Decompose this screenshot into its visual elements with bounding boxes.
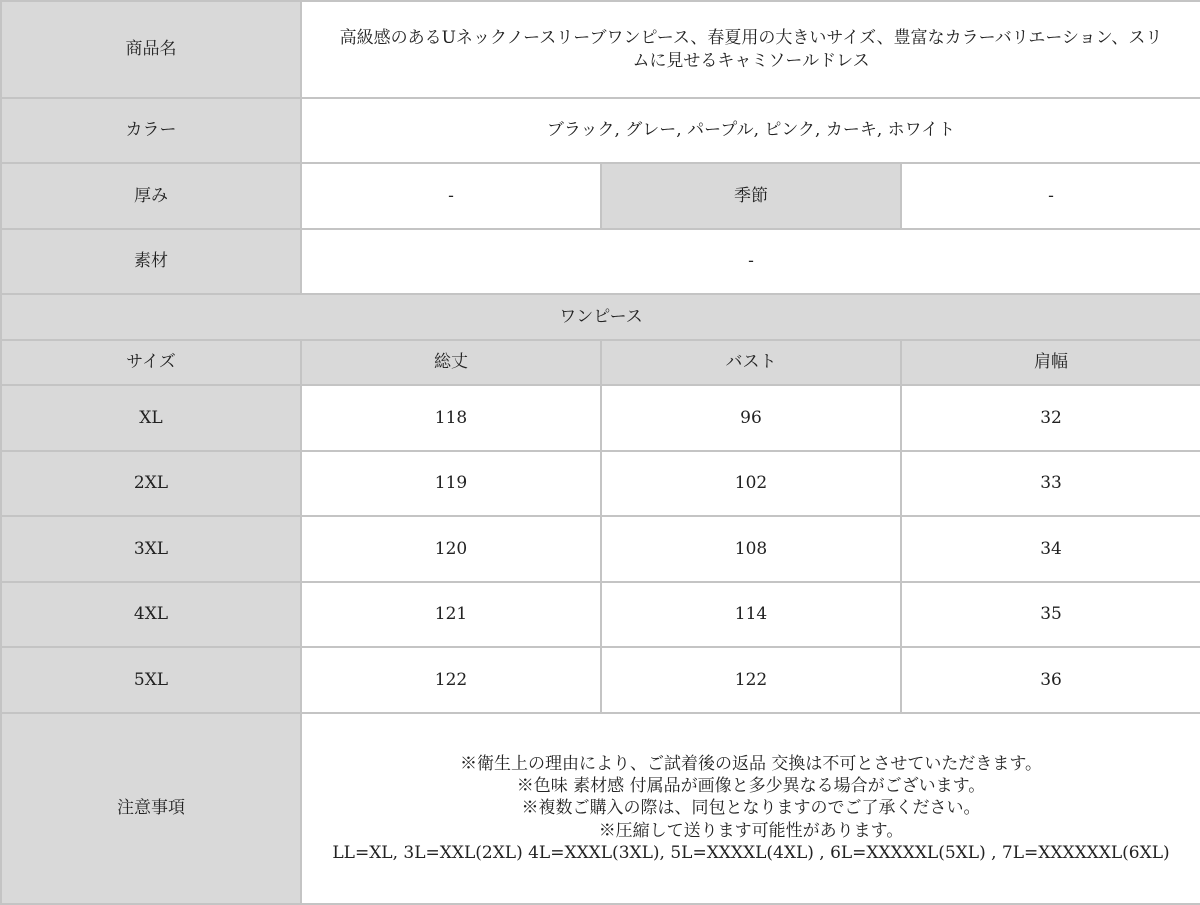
season-value: - <box>901 163 1200 229</box>
section-title: ワンピース <box>1 294 1200 340</box>
product-name-label: 商品名 <box>1 1 301 98</box>
color-value: ブラック, グレー, パープル, ピンク, カーキ, ホワイト <box>301 98 1200 163</box>
length-cell: 119 <box>301 451 601 516</box>
thickness-value: - <box>301 163 601 229</box>
length-cell: 120 <box>301 516 601 582</box>
note-line: ※圧縮して送ります可能性があります。 <box>598 820 904 841</box>
size-cell: XL <box>1 385 301 451</box>
thickness-season-row <box>1 163 1200 229</box>
note-line: ※複数ご購入の際は、同包となりますのでご了承ください。 <box>521 798 981 819</box>
length-cell: 122 <box>301 647 601 713</box>
notes-label: 注意事項 <box>1 713 301 904</box>
material-label: 素材 <box>1 229 301 294</box>
shoulder-cell: 36 <box>901 647 1200 713</box>
table-row <box>1 647 1200 713</box>
color-row <box>1 98 1200 163</box>
product-name-line: ムに見せるキャミソールドレス <box>632 50 870 71</box>
shoulder-cell: 33 <box>901 451 1200 516</box>
notes-content <box>301 713 1200 904</box>
section-title-row <box>1 294 1200 340</box>
product-name-value <box>301 1 1200 98</box>
notes-row <box>1 713 1200 904</box>
size-cell: 4XL <box>1 582 301 647</box>
bust-cell: 108 <box>601 516 901 582</box>
shoulder-cell: 34 <box>901 516 1200 582</box>
size-cell: 3XL <box>1 516 301 582</box>
material-row <box>1 229 1200 294</box>
size-cell: 2XL <box>1 451 301 516</box>
bust-cell: 102 <box>601 451 901 516</box>
shoulder-cell: 35 <box>901 582 1200 647</box>
length-cell: 118 <box>301 385 601 451</box>
table-row <box>1 582 1200 647</box>
note-line: ※衛生上の理由により、ご試着後の返品 交換は不可とさせていただきます。 <box>459 754 1043 775</box>
season-label: 季節 <box>601 163 901 229</box>
product-name-line: 高級感のあるUネックノースリーブワンピース、春夏用の大きいサイズ、豊富なカラーバリエーション、スリ <box>339 28 1163 49</box>
bust-cell: 122 <box>601 647 901 713</box>
header-size: サイズ <box>1 340 301 385</box>
note-line: ※色味 素材感 付属品が画像と多少異なる場合がございます。 <box>516 776 986 797</box>
table-row <box>1 516 1200 582</box>
material-value: - <box>301 229 1200 294</box>
bust-cell: 96 <box>601 385 901 451</box>
thickness-label: 厚み <box>1 163 301 229</box>
header-bust: バスト <box>601 340 901 385</box>
size-cell: 5XL <box>1 647 301 713</box>
table-row <box>1 385 1200 451</box>
note-line: LL=XL, 3L=XXL(2XL) 4L=XXXL(3XL), 5L=XXXXL(4XL) , 6L=XXXXXL(5XL) , 7L=XXXXXXL(6XL) <box>332 842 1170 863</box>
bust-cell: 114 <box>601 582 901 647</box>
length-cell: 121 <box>301 582 601 647</box>
header-shoulder: 肩幅 <box>901 340 1200 385</box>
size-header-row <box>1 340 1200 385</box>
header-length: 総丈 <box>301 340 601 385</box>
shoulder-cell: 32 <box>901 385 1200 451</box>
color-label: カラー <box>1 98 301 163</box>
product-name-row <box>1 1 1200 98</box>
table-row <box>1 451 1200 516</box>
